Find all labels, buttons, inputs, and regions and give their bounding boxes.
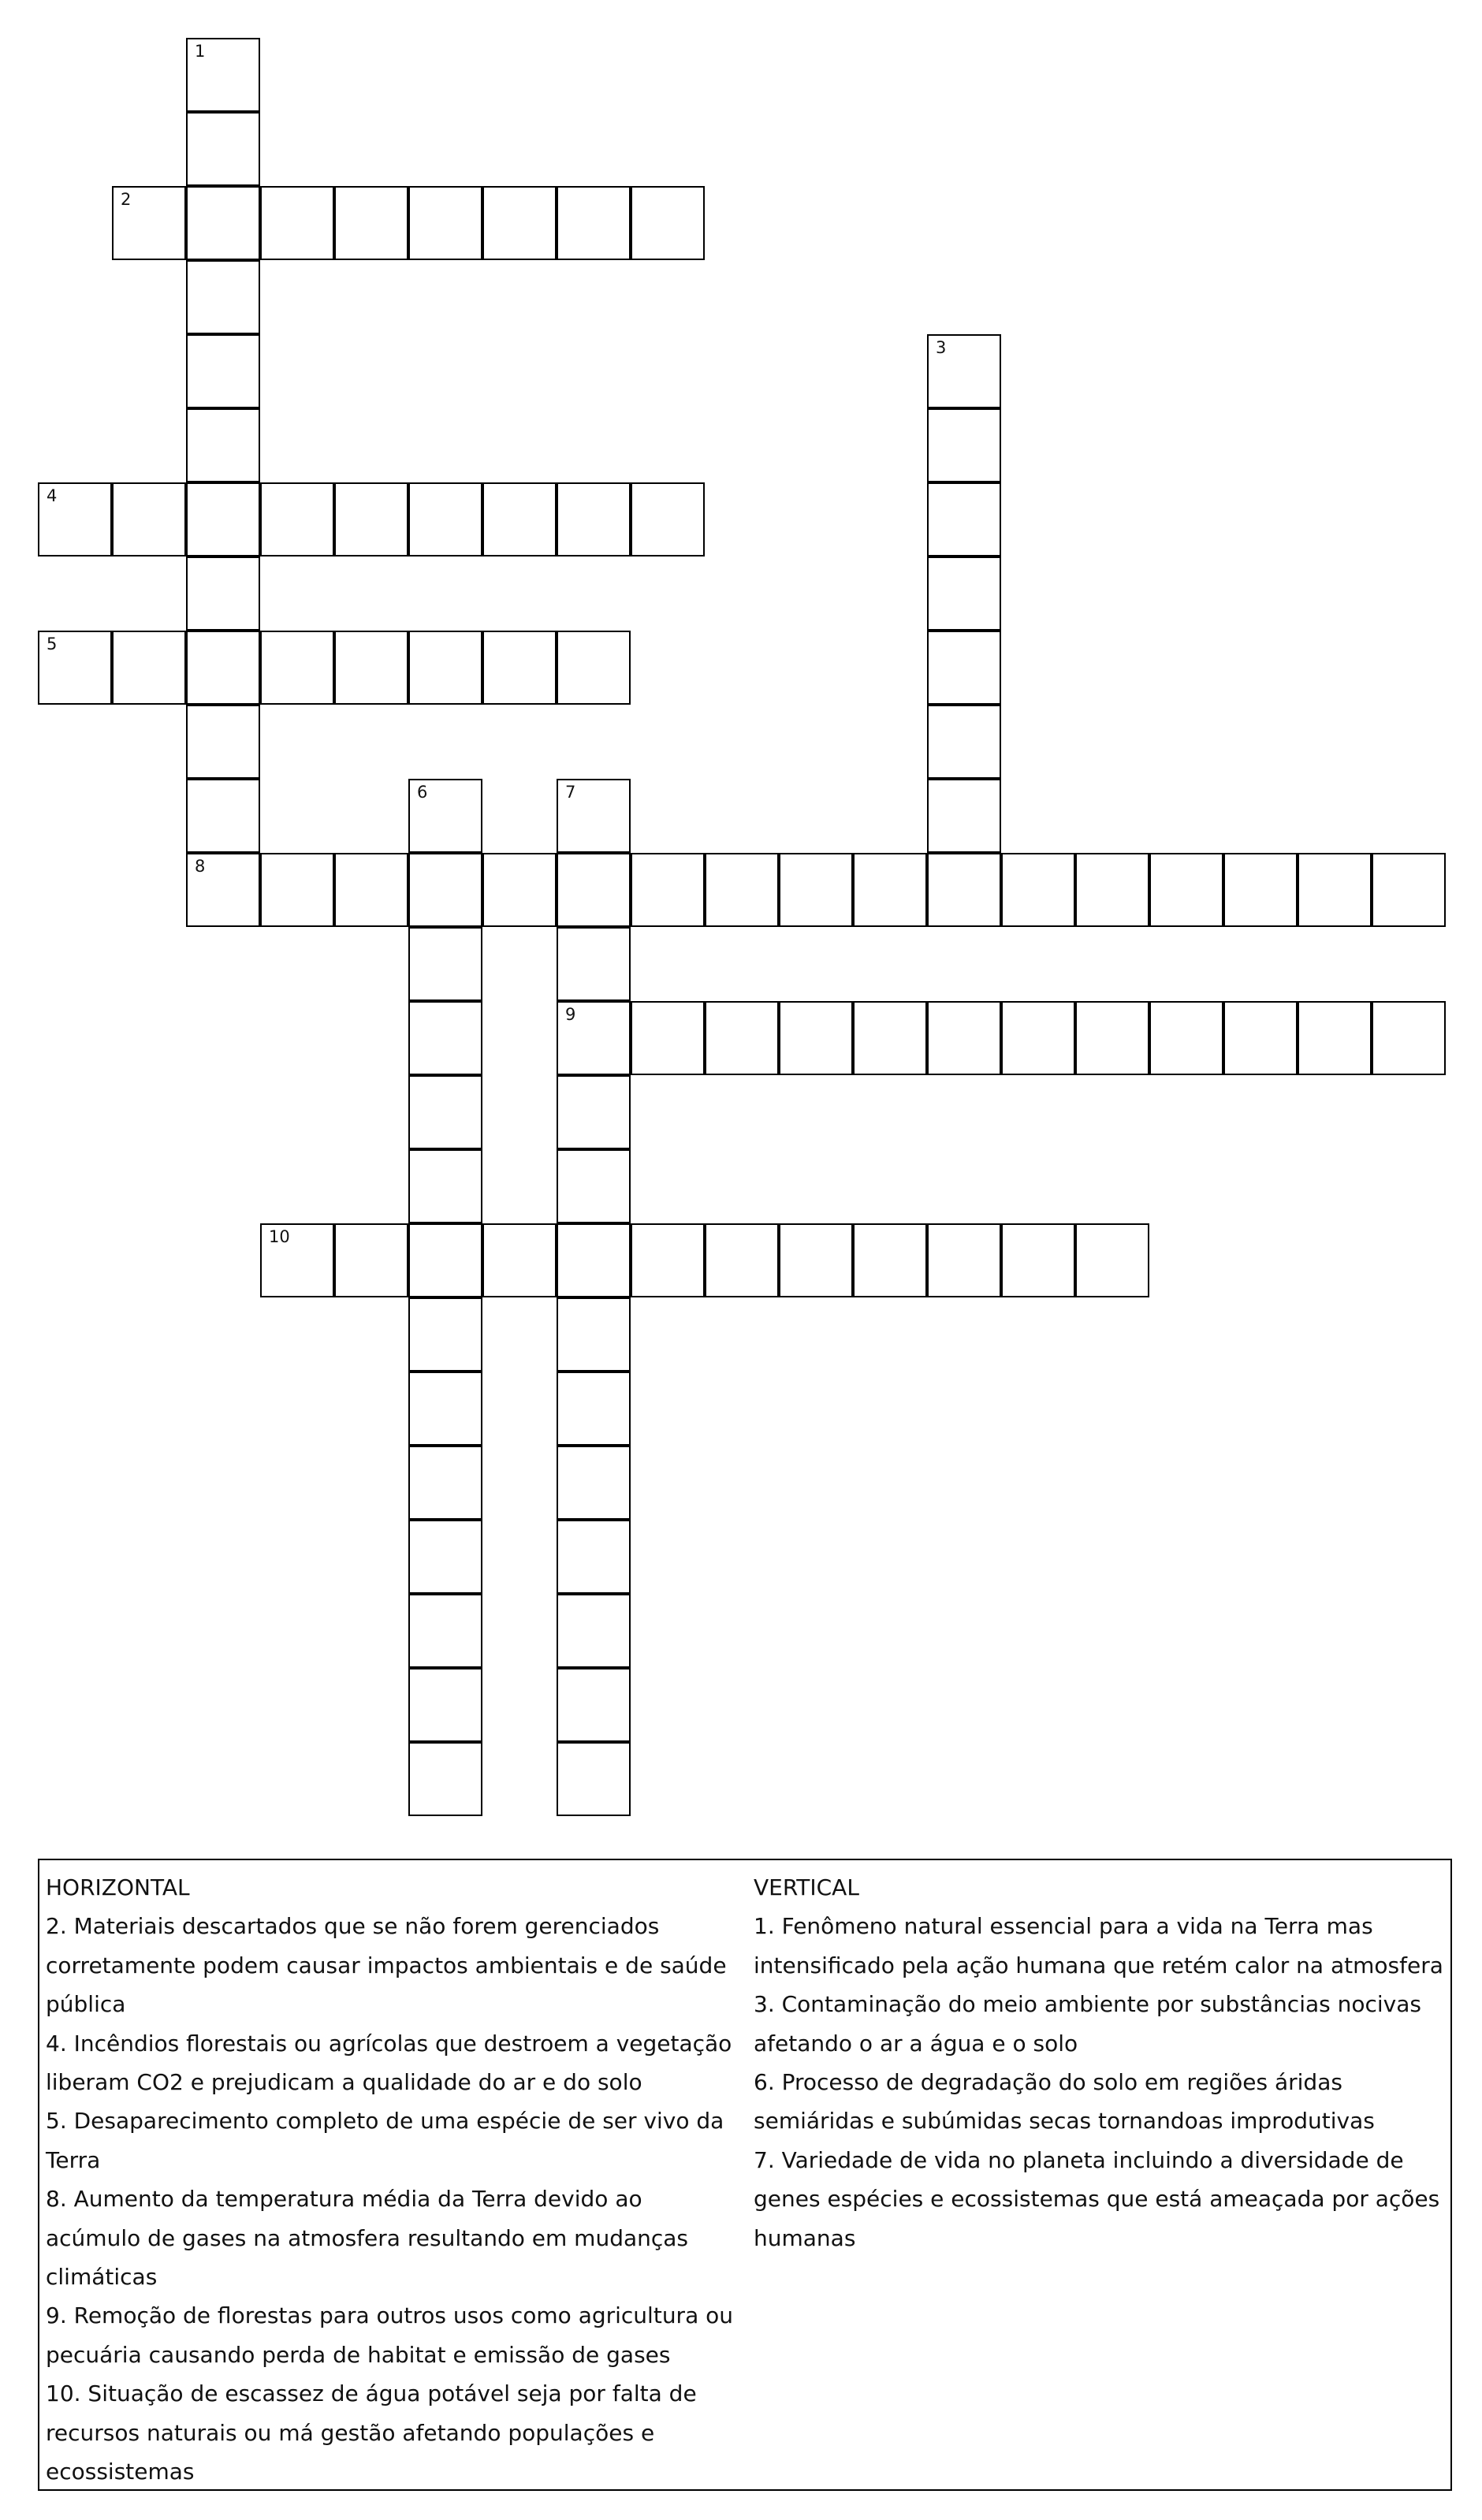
crossword-cell[interactable]: [260, 186, 334, 260]
crossword-cell[interactable]: [408, 186, 482, 260]
crossword-cell[interactable]: [1001, 1223, 1075, 1297]
crossword-cell[interactable]: [186, 260, 260, 334]
crossword-cell[interactable]: [408, 1001, 482, 1075]
clue-down-1: 1. Fenômeno natural essencial para a vida na Terra mas intensificado pela ação humana que retém calor na atmosfera: [754, 1913, 1443, 1978]
crossword-cell[interactable]: [408, 853, 482, 927]
crossword-cell[interactable]: [38, 631, 112, 705]
horizontal-clues: [46, 1868, 739, 2492]
crossword-cell[interactable]: [482, 853, 557, 927]
crossword-cell[interactable]: [853, 1001, 927, 1075]
crossword-cell[interactable]: [557, 1668, 631, 1742]
crossword-cell[interactable]: [557, 631, 631, 705]
crossword-cell[interactable]: [557, 1742, 631, 1816]
crossword-cell[interactable]: [557, 1297, 631, 1372]
crossword-cell[interactable]: [779, 1223, 853, 1297]
crossword-cell[interactable]: [1223, 853, 1298, 927]
crossword-cell[interactable]: [112, 482, 186, 556]
clue-across-8: 8. Aumento da temperatura média da Terra devido ao acúmulo de gases na atmosfera resultando em mudanças climáticas: [46, 2186, 689, 2291]
crossword-cell[interactable]: [408, 1668, 482, 1742]
crossword-cell[interactable]: [334, 186, 408, 260]
clue-down-7: 7. Variedade de vida no planeta incluindo a diversidade de genes espécies e ecossistemas que está ameaçada por ações humanas: [754, 2146, 1440, 2251]
crossword-cell[interactable]: [1075, 1001, 1149, 1075]
crossword-cell[interactable]: [1223, 1001, 1298, 1075]
crossword-cell[interactable]: [1298, 1001, 1372, 1075]
crossword-cell[interactable]: [186, 631, 260, 705]
crossword-cell[interactable]: [260, 482, 334, 556]
clue-number: 9: [565, 1005, 576, 1024]
clue-number: 8: [195, 857, 206, 876]
crossword-cell[interactable]: [38, 482, 112, 556]
crossword-cell[interactable]: [408, 1372, 482, 1446]
crossword-cell[interactable]: [408, 927, 482, 1001]
crossword-cell[interactable]: [1075, 853, 1149, 927]
crossword-cell[interactable]: [927, 779, 1001, 853]
crossword-cell[interactable]: [186, 38, 260, 112]
crossword-cell[interactable]: [186, 853, 260, 927]
crossword-cell[interactable]: [557, 1446, 631, 1520]
crossword-cell[interactable]: [1001, 1001, 1075, 1075]
crossword-cell[interactable]: [482, 1223, 557, 1297]
clue-down-6: 6. Processo de degradação do solo em regiões áridas semiáridas e subúmidas secas tornandoas improdutivas: [754, 2069, 1375, 2135]
clue-number: 10: [269, 1227, 290, 1246]
crossword-cell[interactable]: [1001, 853, 1075, 927]
crossword-cell[interactable]: [408, 1149, 482, 1223]
crossword-cell[interactable]: [705, 1223, 779, 1297]
crossword-cell[interactable]: [557, 1223, 631, 1297]
clue-number: 3: [936, 338, 947, 357]
crossword-cell[interactable]: [408, 779, 482, 853]
crossword-cell[interactable]: [705, 853, 779, 927]
crossword-cell[interactable]: [631, 1223, 705, 1297]
crossword-cell[interactable]: [557, 779, 631, 853]
crossword-cell[interactable]: [853, 1223, 927, 1297]
crossword-cell[interactable]: [557, 186, 631, 260]
crossword-cell[interactable]: [779, 1001, 853, 1075]
crossword-cell[interactable]: [557, 1594, 631, 1668]
crossword-cell[interactable]: [260, 853, 334, 927]
crossword-cell[interactable]: [705, 1001, 779, 1075]
crossword-cell[interactable]: [927, 556, 1001, 631]
crossword-cell[interactable]: [482, 631, 557, 705]
crossword-cell[interactable]: [927, 631, 1001, 705]
clue-number: 2: [121, 190, 132, 209]
clue-down-3: 3. Contaminação do meio ambiente por substâncias nocivas afetando o ar a água e o solo: [754, 1991, 1421, 2057]
crossword-cell[interactable]: [631, 482, 705, 556]
crossword-cell[interactable]: [927, 408, 1001, 482]
crossword-cell[interactable]: [1149, 853, 1223, 927]
crossword-cell[interactable]: [334, 482, 408, 556]
clue-across-4: 4. Incêndios florestais ou agrícolas que destroem a vegetação liberam CO2 e prejudicam a qualidade do ar e do solo: [46, 2030, 732, 2096]
clues-box: [38, 1859, 1452, 2491]
clue-across-5: 5. Desaparecimento completo de uma espécie de ser vivo da Terra: [46, 2108, 724, 2173]
crossword-cell[interactable]: [557, 1372, 631, 1446]
crossword-cell[interactable]: [1075, 1223, 1149, 1297]
crossword-cell[interactable]: [334, 853, 408, 927]
crossword-cell[interactable]: [186, 482, 260, 556]
crossword-cell[interactable]: [557, 1075, 631, 1149]
crossword-cell[interactable]: [334, 631, 408, 705]
crossword-cell[interactable]: [1149, 1001, 1223, 1075]
clue-number: 1: [195, 42, 206, 61]
crossword-cell[interactable]: [927, 482, 1001, 556]
crossword-cell[interactable]: [557, 482, 631, 556]
crossword-cell[interactable]: [927, 705, 1001, 779]
clue-across-10: 10. Situação de escassez de água potável seja por falta de recursos naturais ou má gestão afetando populações e ecossistemas: [46, 2380, 697, 2485]
crossword-cell[interactable]: [260, 1223, 334, 1297]
crossword-cell[interactable]: [631, 186, 705, 260]
crossword-cell[interactable]: [779, 853, 853, 927]
crossword-cell[interactable]: [334, 1223, 408, 1297]
crossword-cell[interactable]: [1372, 1001, 1446, 1075]
crossword-cell[interactable]: [408, 1075, 482, 1149]
crossword-cell[interactable]: [927, 334, 1001, 408]
crossword-cell[interactable]: [927, 1001, 1001, 1075]
vertical-heading: VERTICAL: [754, 1874, 859, 1900]
crossword-cell[interactable]: [482, 186, 557, 260]
crossword-cell[interactable]: [1372, 853, 1446, 927]
crossword-cell[interactable]: [112, 631, 186, 705]
clue-number: 5: [47, 635, 58, 653]
crossword-cell[interactable]: [557, 927, 631, 1001]
clue-number: 7: [565, 783, 576, 802]
crossword-cell[interactable]: [408, 1594, 482, 1668]
clue-number: 4: [47, 486, 58, 505]
crossword-cell[interactable]: [482, 482, 557, 556]
crossword-cell[interactable]: [927, 1223, 1001, 1297]
crossword-cell[interactable]: [408, 1223, 482, 1297]
crossword-cell[interactable]: [408, 482, 482, 556]
crossword-cell[interactable]: [557, 1149, 631, 1223]
crossword-cell[interactable]: [557, 853, 631, 927]
crossword-cell[interactable]: [260, 631, 334, 705]
horizontal-heading: HORIZONTAL: [46, 1874, 190, 1900]
crossword-cell[interactable]: [186, 779, 260, 853]
crossword-cell[interactable]: [1298, 853, 1372, 927]
crossword-cell[interactable]: [557, 1520, 631, 1594]
crossword-cell[interactable]: [927, 853, 1001, 927]
crossword-cell[interactable]: [408, 1520, 482, 1594]
crossword-cell[interactable]: [112, 186, 186, 260]
crossword-cell[interactable]: [631, 853, 705, 927]
crossword-cell[interactable]: [631, 1001, 705, 1075]
clue-number: 6: [417, 783, 428, 802]
crossword-cell[interactable]: [186, 556, 260, 631]
crossword-cell[interactable]: [186, 186, 260, 260]
crossword-cell[interactable]: [186, 334, 260, 408]
crossword-cell[interactable]: [408, 631, 482, 705]
vertical-clues: [754, 1868, 1447, 2258]
crossword-cell[interactable]: [853, 853, 927, 927]
crossword-cell[interactable]: [186, 705, 260, 779]
crossword-cell[interactable]: [186, 112, 260, 186]
clue-across-2: 2. Materiais descartados que se não forem gerenciados corretamente podem causar impactos ambientais e de saúde pública: [46, 1913, 727, 2018]
crossword-cell[interactable]: [557, 1001, 631, 1075]
crossword-cell[interactable]: [186, 408, 260, 482]
clue-across-9: 9. Remoção de florestas para outros usos como agricultura ou pecuária causando perda de habitat e emissão de gases: [46, 2302, 734, 2368]
crossword-cell[interactable]: [408, 1446, 482, 1520]
crossword-cell[interactable]: [408, 1742, 482, 1816]
crossword-cell[interactable]: [408, 1297, 482, 1372]
